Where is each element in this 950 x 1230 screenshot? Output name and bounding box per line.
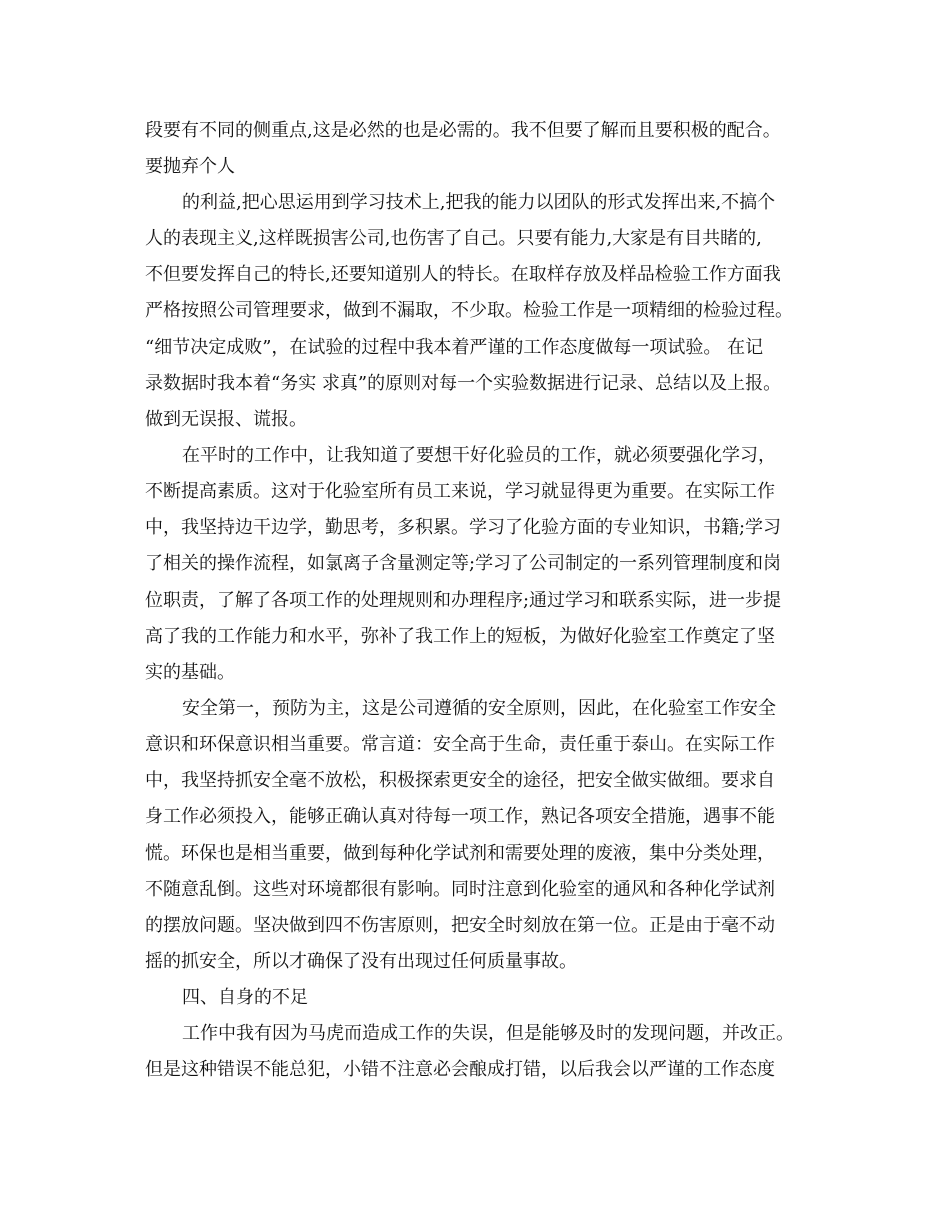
text-line-21: 慌。环保也是相当重要，做到每种化学试剂和需要处理的废液，集中分类处理，: [145, 843, 775, 864]
text-line-14: 位职责，了解了各项工作的处理规则和办理程序;通过学习和联系实际，进一步提: [145, 590, 782, 611]
text-line-18: 意识和环保意识相当重要。常言道：安全高于生命，责任重于泰山。在实际工作: [145, 734, 775, 755]
text-line-23: 的摆放问题。坚决做到四不伤害原则，把安全时刻放在第一位。正是由于毫不动: [145, 915, 775, 936]
text-line-13: 了相关的操作流程，如氯离子含量测定等;学习了公司制定的一系列管理制度和岗: [145, 553, 782, 574]
text-line-3: 的利益,把心思运用到学习技术上,把我的能力以团队的形式发挥出来,不搞个: [182, 192, 776, 213]
text-line-24: 摇的抓安全，所以才确保了没有出现过任何质量事故。: [145, 951, 577, 972]
text-line-27: 但是这种错误不能总犯，小错不注意必会酿成打错，以后我会以严谨的工作态度: [145, 1059, 775, 1080]
text-line-19: 中，我坚持抓安全毫不放松，积极探索更安全的途径，把安全做实做细。要求自: [145, 770, 775, 791]
text-line-10: 在平时的工作中，让我知道了要想干好化验员的工作，就必须要强化学习，: [182, 445, 776, 466]
text-line-1: 段要有不同的侧重点,这是必然的也是必需的。我不但要了解而且要积极的配合。: [145, 120, 781, 141]
text-line-9: 做到无误报、谎报。: [145, 409, 307, 430]
text-line-7: “细节决定成败”，在试验的过程中我本着严谨的工作态度做每一项试验。 在记: [145, 337, 764, 358]
text-line-5: 不但要发挥自己的特长,还要知道别人的特长。在取样存放及样品检验工作方面我: [145, 264, 781, 285]
text-line-15: 高了我的工作能力和水平，弥补了我工作上的短板，为做好化验室工作奠定了坚: [145, 626, 775, 647]
section-heading: 四、自身的不足: [182, 987, 308, 1008]
text-line-22: 不随意乱倒。这些对环境都很有影响。同时注意到化验室的通风和各种化学试剂: [145, 879, 775, 900]
text-line-26: 工作中我有因为马虎而造成工作的失误，但是能够及时的发现问题，并改正。: [182, 1023, 794, 1044]
text-line-11: 不断提高素质。这对于化验室所有员工来说，学习就显得更为重要。在实际工作: [145, 481, 775, 502]
text-line-8: 录数据时我本着“务实 求真”的原则对每一个实验数据进行记录、总结以及上报。: [145, 373, 782, 394]
text-line-16: 实的基础。: [145, 662, 235, 683]
text-line-6: 严格按照公司管理要求，做到不漏取，不少取。检验工作是一项精细的检验过程。: [145, 300, 793, 321]
text-line-2: 要抛弃个人: [145, 156, 235, 177]
text-line-20: 身工作必须投入，能够正确认真对待每一项工作，熟记各项安全措施，遇事不能: [145, 806, 775, 827]
text-line-17: 安全第一，预防为主，这是公司遵循的安全原则，因此，在化验室工作安全: [182, 698, 776, 719]
text-line-4: 人的表现主义,这样既损害公司,也伤害了自己。只要有能力,大家是有目共睹的,: [145, 228, 762, 249]
text-line-12: 中，我坚持边干边学，勤思考，多积累。学习了化验方面的专业知识，书籍;学习: [145, 517, 782, 538]
